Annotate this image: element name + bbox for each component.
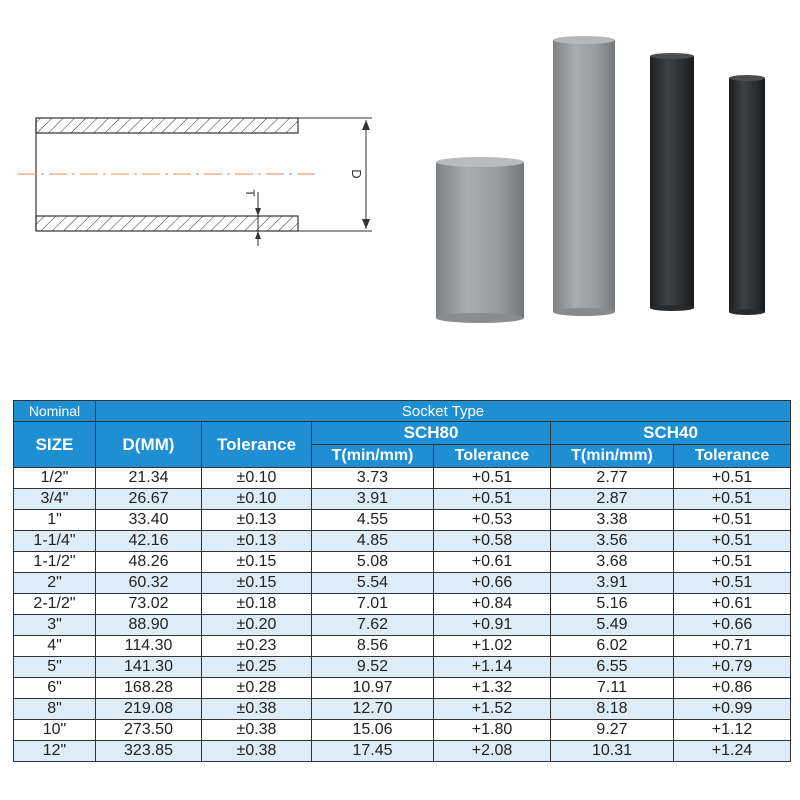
d-mm-cell: 273.50 (96, 720, 202, 741)
size-cell: 8" (14, 699, 96, 720)
table-row (14, 531, 791, 552)
sch40-tolerance-cell: +0.51 (674, 468, 791, 489)
size-cell: 2-1/2" (14, 594, 96, 615)
tolerance-cell: ±0.38 (202, 720, 312, 741)
sch80-tolerance-cell: +1.32 (434, 678, 551, 699)
sch40-tolerance-cell: +0.66 (674, 615, 791, 636)
d-mm-cell: 42.16 (96, 531, 202, 552)
sch40-tolerance-cell: +0.99 (674, 699, 791, 720)
tolerance-cell: ±0.10 (202, 468, 312, 489)
sch80-tolerance-cell: +0.51 (434, 489, 551, 510)
thin-dark-pipe (729, 75, 765, 315)
sch80-tolerance-cell: +0.66 (434, 573, 551, 594)
tolerance-cell: ±0.28 (202, 678, 312, 699)
sch40-t-min-cell: 5.49 (551, 615, 674, 636)
sch40-t-min-cell: 10.31 (551, 741, 674, 762)
tall-dark-pipe (650, 53, 694, 311)
d-mm-cell: 26.67 (96, 489, 202, 510)
tolerance-cell: ±0.38 (202, 741, 312, 762)
sch40-tolerance-cell: +0.61 (674, 594, 791, 615)
header-tolerance: Tolerance (202, 422, 312, 468)
header-sch80-tolerance: Tolerance (434, 445, 551, 468)
size-cell: 1/2" (14, 468, 96, 489)
table-row (14, 720, 791, 741)
sch40-t-min-cell: 2.77 (551, 468, 674, 489)
pipe-dimension-table-wrapper (13, 400, 790, 762)
sch40-t-min-cell: 6.02 (551, 636, 674, 657)
size-cell: 1" (14, 510, 96, 531)
tolerance-cell: ±0.20 (202, 615, 312, 636)
table-row (14, 489, 791, 510)
sch80-t-min-cell: 3.91 (312, 489, 434, 510)
sch40-tolerance-cell: +0.86 (674, 678, 791, 699)
dimension-d-label: D (349, 169, 364, 179)
d-mm-cell: 88.90 (96, 615, 202, 636)
dimension-t-label: T (243, 189, 257, 197)
table-row (14, 657, 791, 678)
tolerance-cell: ±0.23 (202, 636, 312, 657)
d-mm-cell: 141.30 (96, 657, 202, 678)
header-sch40: SCH40 (551, 422, 791, 445)
tolerance-cell: ±0.13 (202, 510, 312, 531)
tall-gray-pipe (553, 36, 615, 316)
size-cell: 12" (14, 741, 96, 762)
sch80-t-min-cell: 4.85 (312, 531, 434, 552)
table-row (14, 636, 791, 657)
top-section (0, 0, 800, 390)
tolerance-cell: ±0.25 (202, 657, 312, 678)
header-d-mm: D(MM) (96, 422, 202, 468)
size-cell: 6" (14, 678, 96, 699)
d-mm-cell: 168.28 (96, 678, 202, 699)
tolerance-cell: ±0.15 (202, 573, 312, 594)
size-cell: 3" (14, 615, 96, 636)
d-mm-cell: 21.34 (96, 468, 202, 489)
sch40-t-min-cell: 9.27 (551, 720, 674, 741)
table-row (14, 678, 791, 699)
sch80-tolerance-cell: +0.61 (434, 552, 551, 573)
size-cell: 1-1/2" (14, 552, 96, 573)
table-body (14, 468, 791, 762)
sch40-t-min-cell: 3.68 (551, 552, 674, 573)
sch40-t-min-cell: 8.18 (551, 699, 674, 720)
sch40-tolerance-cell: +0.71 (674, 636, 791, 657)
sch80-t-min-cell: 4.55 (312, 510, 434, 531)
tolerance-cell: ±0.13 (202, 531, 312, 552)
header-sch40-t-min: T(min/mm) (551, 445, 674, 468)
short-gray-pipe (436, 157, 524, 323)
sch80-t-min-cell: 10.97 (312, 678, 434, 699)
sch40-t-min-cell: 7.11 (551, 678, 674, 699)
header-sch40-tolerance: Tolerance (674, 445, 791, 468)
tolerance-cell: ±0.15 (202, 552, 312, 573)
sch40-tolerance-cell: +0.79 (674, 657, 791, 678)
sch80-tolerance-cell: +0.53 (434, 510, 551, 531)
header-sch80: SCH80 (312, 422, 551, 445)
sch80-tolerance-cell: +1.80 (434, 720, 551, 741)
header-socket-type: Socket Type (96, 401, 791, 422)
sch80-tolerance-cell: +0.58 (434, 531, 551, 552)
tolerance-cell: ±0.18 (202, 594, 312, 615)
sch80-tolerance-cell: +0.84 (434, 594, 551, 615)
size-cell: 4" (14, 636, 96, 657)
sch40-tolerance-cell: +0.51 (674, 531, 791, 552)
sch40-t-min-cell: 3.56 (551, 531, 674, 552)
pipe-dimension-table (13, 400, 791, 762)
sch40-t-min-cell: 5.16 (551, 594, 674, 615)
table-row (14, 552, 791, 573)
d-mm-cell: 219.08 (96, 699, 202, 720)
pvc-pipes-photo (0, 0, 800, 390)
table-row (14, 468, 791, 489)
sch40-tolerance-cell: +0.51 (674, 489, 791, 510)
sch80-t-min-cell: 8.56 (312, 636, 434, 657)
size-cell: 3/4" (14, 489, 96, 510)
table-row (14, 615, 791, 636)
sch40-tolerance-cell: +0.51 (674, 552, 791, 573)
d-mm-cell: 73.02 (96, 594, 202, 615)
d-mm-cell: 48.26 (96, 552, 202, 573)
table-row (14, 573, 791, 594)
table-row (14, 699, 791, 720)
sch80-t-min-cell: 17.45 (312, 741, 434, 762)
sch40-tolerance-cell: +1.24 (674, 741, 791, 762)
sch80-t-min-cell: 15.06 (312, 720, 434, 741)
sch80-tolerance-cell: +2.08 (434, 741, 551, 762)
sch80-t-min-cell: 12.70 (312, 699, 434, 720)
table-row (14, 594, 791, 615)
d-mm-cell: 323.85 (96, 741, 202, 762)
d-mm-cell: 114.30 (96, 636, 202, 657)
d-mm-cell: 60.32 (96, 573, 202, 594)
size-cell: 2" (14, 573, 96, 594)
size-cell: 10" (14, 720, 96, 741)
sch80-tolerance-cell: +1.02 (434, 636, 551, 657)
sch80-tolerance-cell: +1.52 (434, 699, 551, 720)
header-sch80-t-min: T(min/mm) (312, 445, 434, 468)
header-nominal: Nominal (14, 401, 96, 422)
sch40-t-min-cell: 3.91 (551, 573, 674, 594)
tolerance-cell: ±0.10 (202, 489, 312, 510)
sch40-t-min-cell: 3.38 (551, 510, 674, 531)
sch40-tolerance-cell: +0.51 (674, 510, 791, 531)
tolerance-cell: ±0.38 (202, 699, 312, 720)
d-mm-cell: 33.40 (96, 510, 202, 531)
sch80-t-min-cell: 7.01 (312, 594, 434, 615)
sch40-t-min-cell: 2.87 (551, 489, 674, 510)
size-cell: 1-1/4" (14, 531, 96, 552)
header-size: SIZE (14, 422, 96, 468)
sch80-t-min-cell: 7.62 (312, 615, 434, 636)
sch40-tolerance-cell: +1.12 (674, 720, 791, 741)
sch80-tolerance-cell: +0.51 (434, 468, 551, 489)
sch80-tolerance-cell: +1.14 (434, 657, 551, 678)
sch40-tolerance-cell: +0.51 (674, 573, 791, 594)
table-row (14, 741, 791, 762)
sch80-t-min-cell: 9.52 (312, 657, 434, 678)
sch40-t-min-cell: 6.55 (551, 657, 674, 678)
sch80-t-min-cell: 3.73 (312, 468, 434, 489)
sch80-t-min-cell: 5.08 (312, 552, 434, 573)
size-cell: 5" (14, 657, 96, 678)
sch80-t-min-cell: 5.54 (312, 573, 434, 594)
table-row (14, 510, 791, 531)
sch80-tolerance-cell: +0.91 (434, 615, 551, 636)
